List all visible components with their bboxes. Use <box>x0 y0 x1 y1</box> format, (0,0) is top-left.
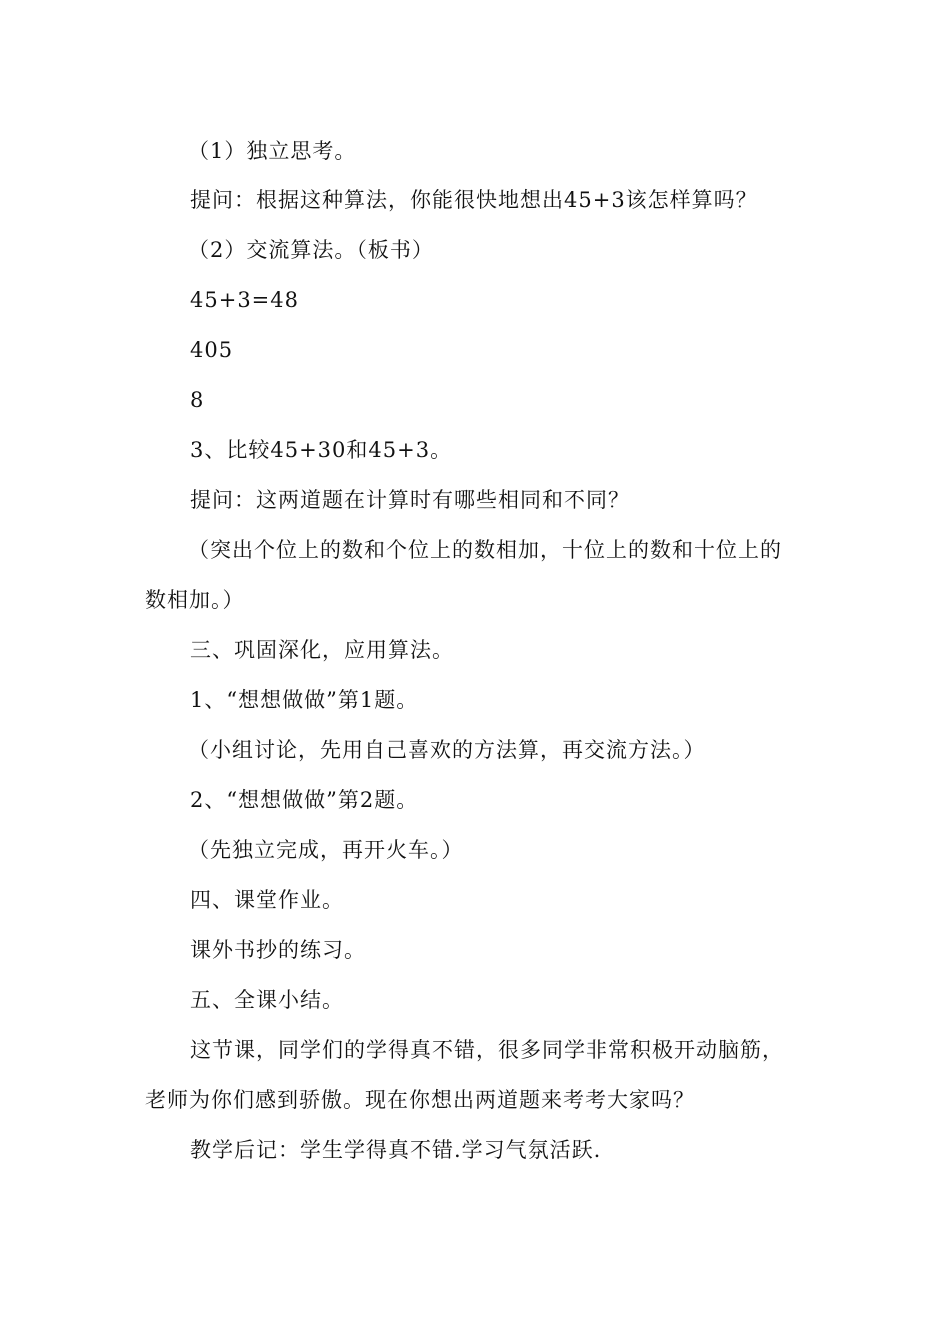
paragraph-line: 课外书抄的练习。 <box>190 938 366 962</box>
paragraph-line: 2、“想想做做”第2题。 <box>190 788 419 812</box>
section-heading: 三、巩固深化，应用算法。 <box>190 638 454 662</box>
paragraph-line: （先独立完成，再开火车。） <box>188 838 464 862</box>
paragraph-line: 教学后记：学生学得真不错.学习气氛活跃. <box>190 1138 602 1162</box>
paragraph-line: 数相加。） <box>145 588 245 612</box>
paragraph-line: 8 <box>190 388 205 412</box>
paragraph-line: （2）交流算法。（板书） <box>188 238 434 262</box>
paragraph-line: 老师为你们感到骄傲。现在你想出两道题来考考大家吗？ <box>145 1088 695 1112</box>
paragraph-line: 提问：这两道题在计算时有哪些相同和不同？ <box>190 488 630 512</box>
paragraph-line: （1）独立思考。 <box>188 139 357 163</box>
paragraph-line: 405 <box>190 338 234 362</box>
paragraph-line: 提问：根据这种算法，你能很快地想出45+3该怎样算吗？ <box>190 188 758 212</box>
section-heading: 五、全课小结。 <box>190 988 344 1012</box>
paragraph-line: 45+3=48 <box>190 288 299 312</box>
paragraph-line: （小组讨论，先用自己喜欢的方法算，再交流方法。） <box>188 738 706 762</box>
paragraph-line: 这节课，同学们的学得真不错，很多同学非常积极开动脑筋， <box>190 1038 784 1062</box>
paragraph-line: 3、比较45+30和45+3。 <box>190 438 453 462</box>
section-heading: 四、课堂作业。 <box>190 888 344 912</box>
paragraph-line: （突出个位上的数和个位上的数相加，十位上的数和十位上的 <box>188 538 782 562</box>
paragraph-line: 1、“想想做做”第1题。 <box>190 688 419 712</box>
